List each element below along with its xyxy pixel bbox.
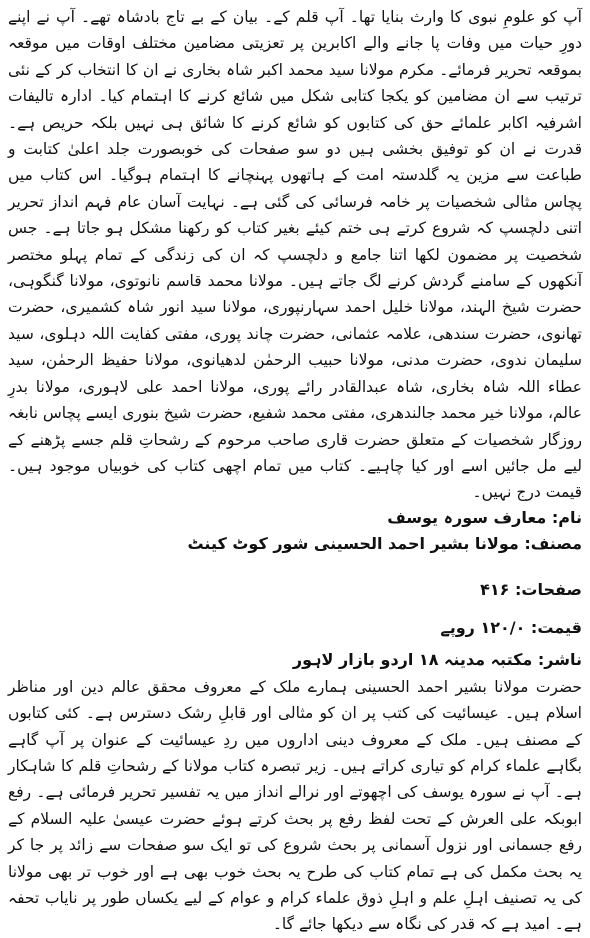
review-paragraph-1: آپ کو علومِ نبوی کا وارث بنایا تھا۔ آپ قلم کے۔ بیان کے بے تاج بادشاہ تھے۔ آپ نے اپنے دورِ حیات میں وفات پا جانے والے اکابرین پر تعزیتی مضامین مختلف اوقات میں موقعہ بموقعہ تحریر فرمائے۔ مکرم مولانا سید محمد اکبر شاہ بخاری نے ان کا انتخاب کر کے نئی ترتیب سے ان مضامین کو یکجا کتابی شکل میں شائع کرنے کا اہتمام کیا۔ ادارہ تالیفات اشرفیہ اکابر علمائے حق کی کتابوں کو شائع کرنے کا شائق ہی نہیں بلکہ حریص ہے۔ قدرت نے ان کو توفیق بخشی ہیں دو سو صفحات کی خوبصورت جلد اعلیٰ کتابت و طباعت سے مزین یہ گلدستہ امت کے ہاتھوں پہنچانے کا اہتمام ہوگیا۔ اس کتاب میں پچاس مثالی شخصیات پر خامہ فرسائی کی گئی ہے۔ نہایت آسان عام فہم انداز تحریر اتنی دلچسپ کہ شروع کرتے ہی ختم کیئے بغیر کتاب کو رکھنا مشکل ہو جاتا ہے۔ جس شخصیت پر مضمون لکھا اتنا جامع و دلچسپ کہ ان کی زندگی کے تمام پہلو مختصر آنکھوں کے سامنے گردش کرنے لگ جاتے ہیں۔ مولانا محمد قاسم نانوتوی، مولانا گنگوہی، حضرت شیخ الہند، مولانا خلیل احمد سہارنپوری، مولانا سید انور شاہ کشمیری، حضرت تھانوی، حضرت سندھی، علامہ عثمانی، حضرت چاند پوری، مفتی کفایت اللہ دہلوی، سید سلیمان ندوی، حضرت مدنی، مولانا حبیب الرحمٰن لدھیانوی، مولانا حفیظ الرحمٰن، سید عطاء اللہ شاہ بخاری، شاہ عبدالقادر رائے پوری، مولانا احمد علی لاہوری، مولانا بدرِ عالم، مولانا خیر محمد جالندھری، مفتی محمد شفیع، حضرت شیخ بنوری ایسے پچاس نابغہ روزگار شخصیات کے متعلق حضرت قاری صاحب مرحوم کے رشحاتِ قلم جسے پڑھنے کے لیے مل جائیں اسے اور کیا چاہیے۔ کتاب میں تمام اچھی کتاب کی خوبیاں موجود ہیں۔ قیمت درج نہیں۔ [8,8,582,502]
book-name-line [8,506,582,530]
book-author-line [8,532,582,556]
book-price-value: ۱۲۰/۰ روپے [440,617,526,637]
book-publisher-label: ناشر: [537,649,582,669]
review-paragraph-2: حضرت مولانا بشیر احمد الحسینی ہمارے ملک کے معروف محقق عالم دین اور مناظر اسلام ہیں۔ عیسائیت کی کتب پر ان کو مثالی اور قابلِ رشک دسترس ہے۔ کئی کتابوں کے مصنف ہیں۔ ملک کے معروف دینی اداروں میں ردِ عیسائیت کے عنوان پر آپ گاہے بگاہے علماء کرام کو تیاری کراتے ہیں۔ زیر تبصرہ کتاب مولانا کے رشحاتِ قلم کا شاہکار ہے۔ آپ نے سورہ یوسف کی اچھوتے اور نرالے انداز میں یہ تفسیر تحریر فرمائی ہے۔ رفع ابوبکہ علی العرش کے تحت لفظ رفع پر بحث کرتے ہوئے حضرت عیسیٰ علیہ السلام کے رفع جسمانی اور نزول آسمانی پر بحث شروع کی تو ایک سو صفحات سے زائد پر جا کر یہ بحث مکمل کی ہے تمام کتاب کی طرح یہ بحث خوب بھی ہے اور خوب تر بھی مولانا کی یہ تصنیف اہلِ علم و اہلِ ذوق علماء کرام و عوام کے لیے یکساں طور پر نایاب تحفہ ہے۔ امید ہے کہ قدر کی نگاہ سے دیکھا جائے گا۔ [8,677,582,934]
book-name-label: نام: [551,507,582,527]
book-author-value: مولانا بشیر احمد الحسینی شور کوٹ کینٹ [187,533,519,553]
book-pages-label: صفحات: [515,579,582,599]
book-price-label: قیمت: [530,617,582,637]
book-publisher-line [8,648,582,672]
book-price-line [8,616,582,640]
book-publisher-value: مکتبہ مدینہ ۱۸ اردو بازار لاہور [292,649,533,669]
book-pages-value: ۴۱۶ [480,579,510,599]
book-name-value: معارف سورہ یوسف [387,507,547,527]
book-author-label: مصنف: [524,533,582,553]
book-pages-line [8,578,582,602]
